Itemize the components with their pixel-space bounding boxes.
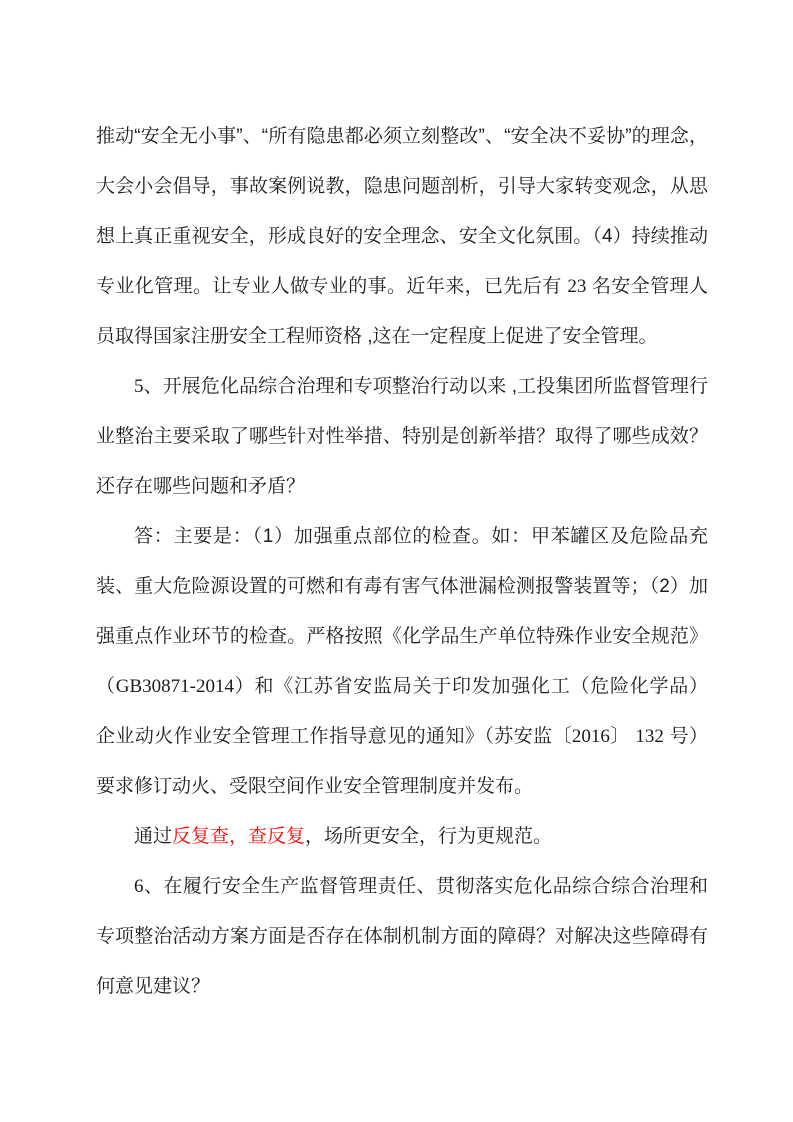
para-answer-5 bbox=[96, 512, 708, 812]
text-run: 〕 bbox=[609, 726, 636, 747]
para-repeated-checks-summary bbox=[96, 812, 708, 862]
text-run: ）和《江苏省安监局关于印发加强化工（危险化学品）企业动火作业安全管理工作指导意见的通知》（苏安监〔 bbox=[96, 676, 708, 747]
text-run: 132 bbox=[635, 726, 664, 747]
text-run: 23 bbox=[567, 276, 587, 297]
para-question-5 bbox=[96, 362, 708, 512]
text-run: 答：主要是：（1）加强重点部位的检查。如：甲苯罐区及危险品充装、重大危险源设置的可燃和有毒有害气体泄漏检测报警装置等；（2）加强重点作业环节的检查。严格按照《化学品生产单位特殊作业安全规范》（ bbox=[96, 526, 708, 697]
text-run: ，场所更安全，行为更规范。 bbox=[305, 826, 553, 847]
text-run: 2016 bbox=[571, 726, 610, 747]
text-run: 号）要求修订动火、受限空间作业安全管理制度并发布。 bbox=[96, 726, 708, 797]
document-text-block bbox=[96, 112, 708, 1012]
text-run: 、开展危化品综合治理和专项整治行动以来 ,工投集团所监督管理行业整治主要采取了哪些针对性举措、特别是创新举措？取得了哪些成效？还存在哪些问题和矛盾？ bbox=[96, 376, 708, 497]
text-run: 6 bbox=[134, 876, 144, 897]
text-run: GB30871-2014 bbox=[115, 676, 234, 697]
text-run: 名安全管理人员取得国家注册安全工程师资格 ,这在一定程度上促进了安全管理。 bbox=[96, 276, 708, 347]
text-run: 、在履行安全生产监督管理责任、贯彻落实危化品综合综合治理和专项整治活动方案方面是否存在体制机制方面的障碍？对解决这些障碍有何意见建议？ bbox=[96, 876, 708, 997]
text-run: 推动“安全无小事”、“所有隐患都必须立刻整改”、“安全决不妥协”的理念，大会小会倡导，事故案例说教，隐患问题剖析，引导大家转变观念，从思想上真正重视安全，形成良好的安全理念、安全文化氛围。（4）持续推动专业化管理。让专业人做专业的事。近年来，已先后有 bbox=[96, 126, 708, 297]
text-run: 通过 bbox=[134, 826, 173, 847]
para-question-6 bbox=[96, 862, 708, 1012]
para-safety-culture-continuation bbox=[96, 112, 708, 362]
emphasized-text-run: 反复查，查反复 bbox=[172, 826, 306, 847]
text-run: 5 bbox=[134, 376, 144, 397]
